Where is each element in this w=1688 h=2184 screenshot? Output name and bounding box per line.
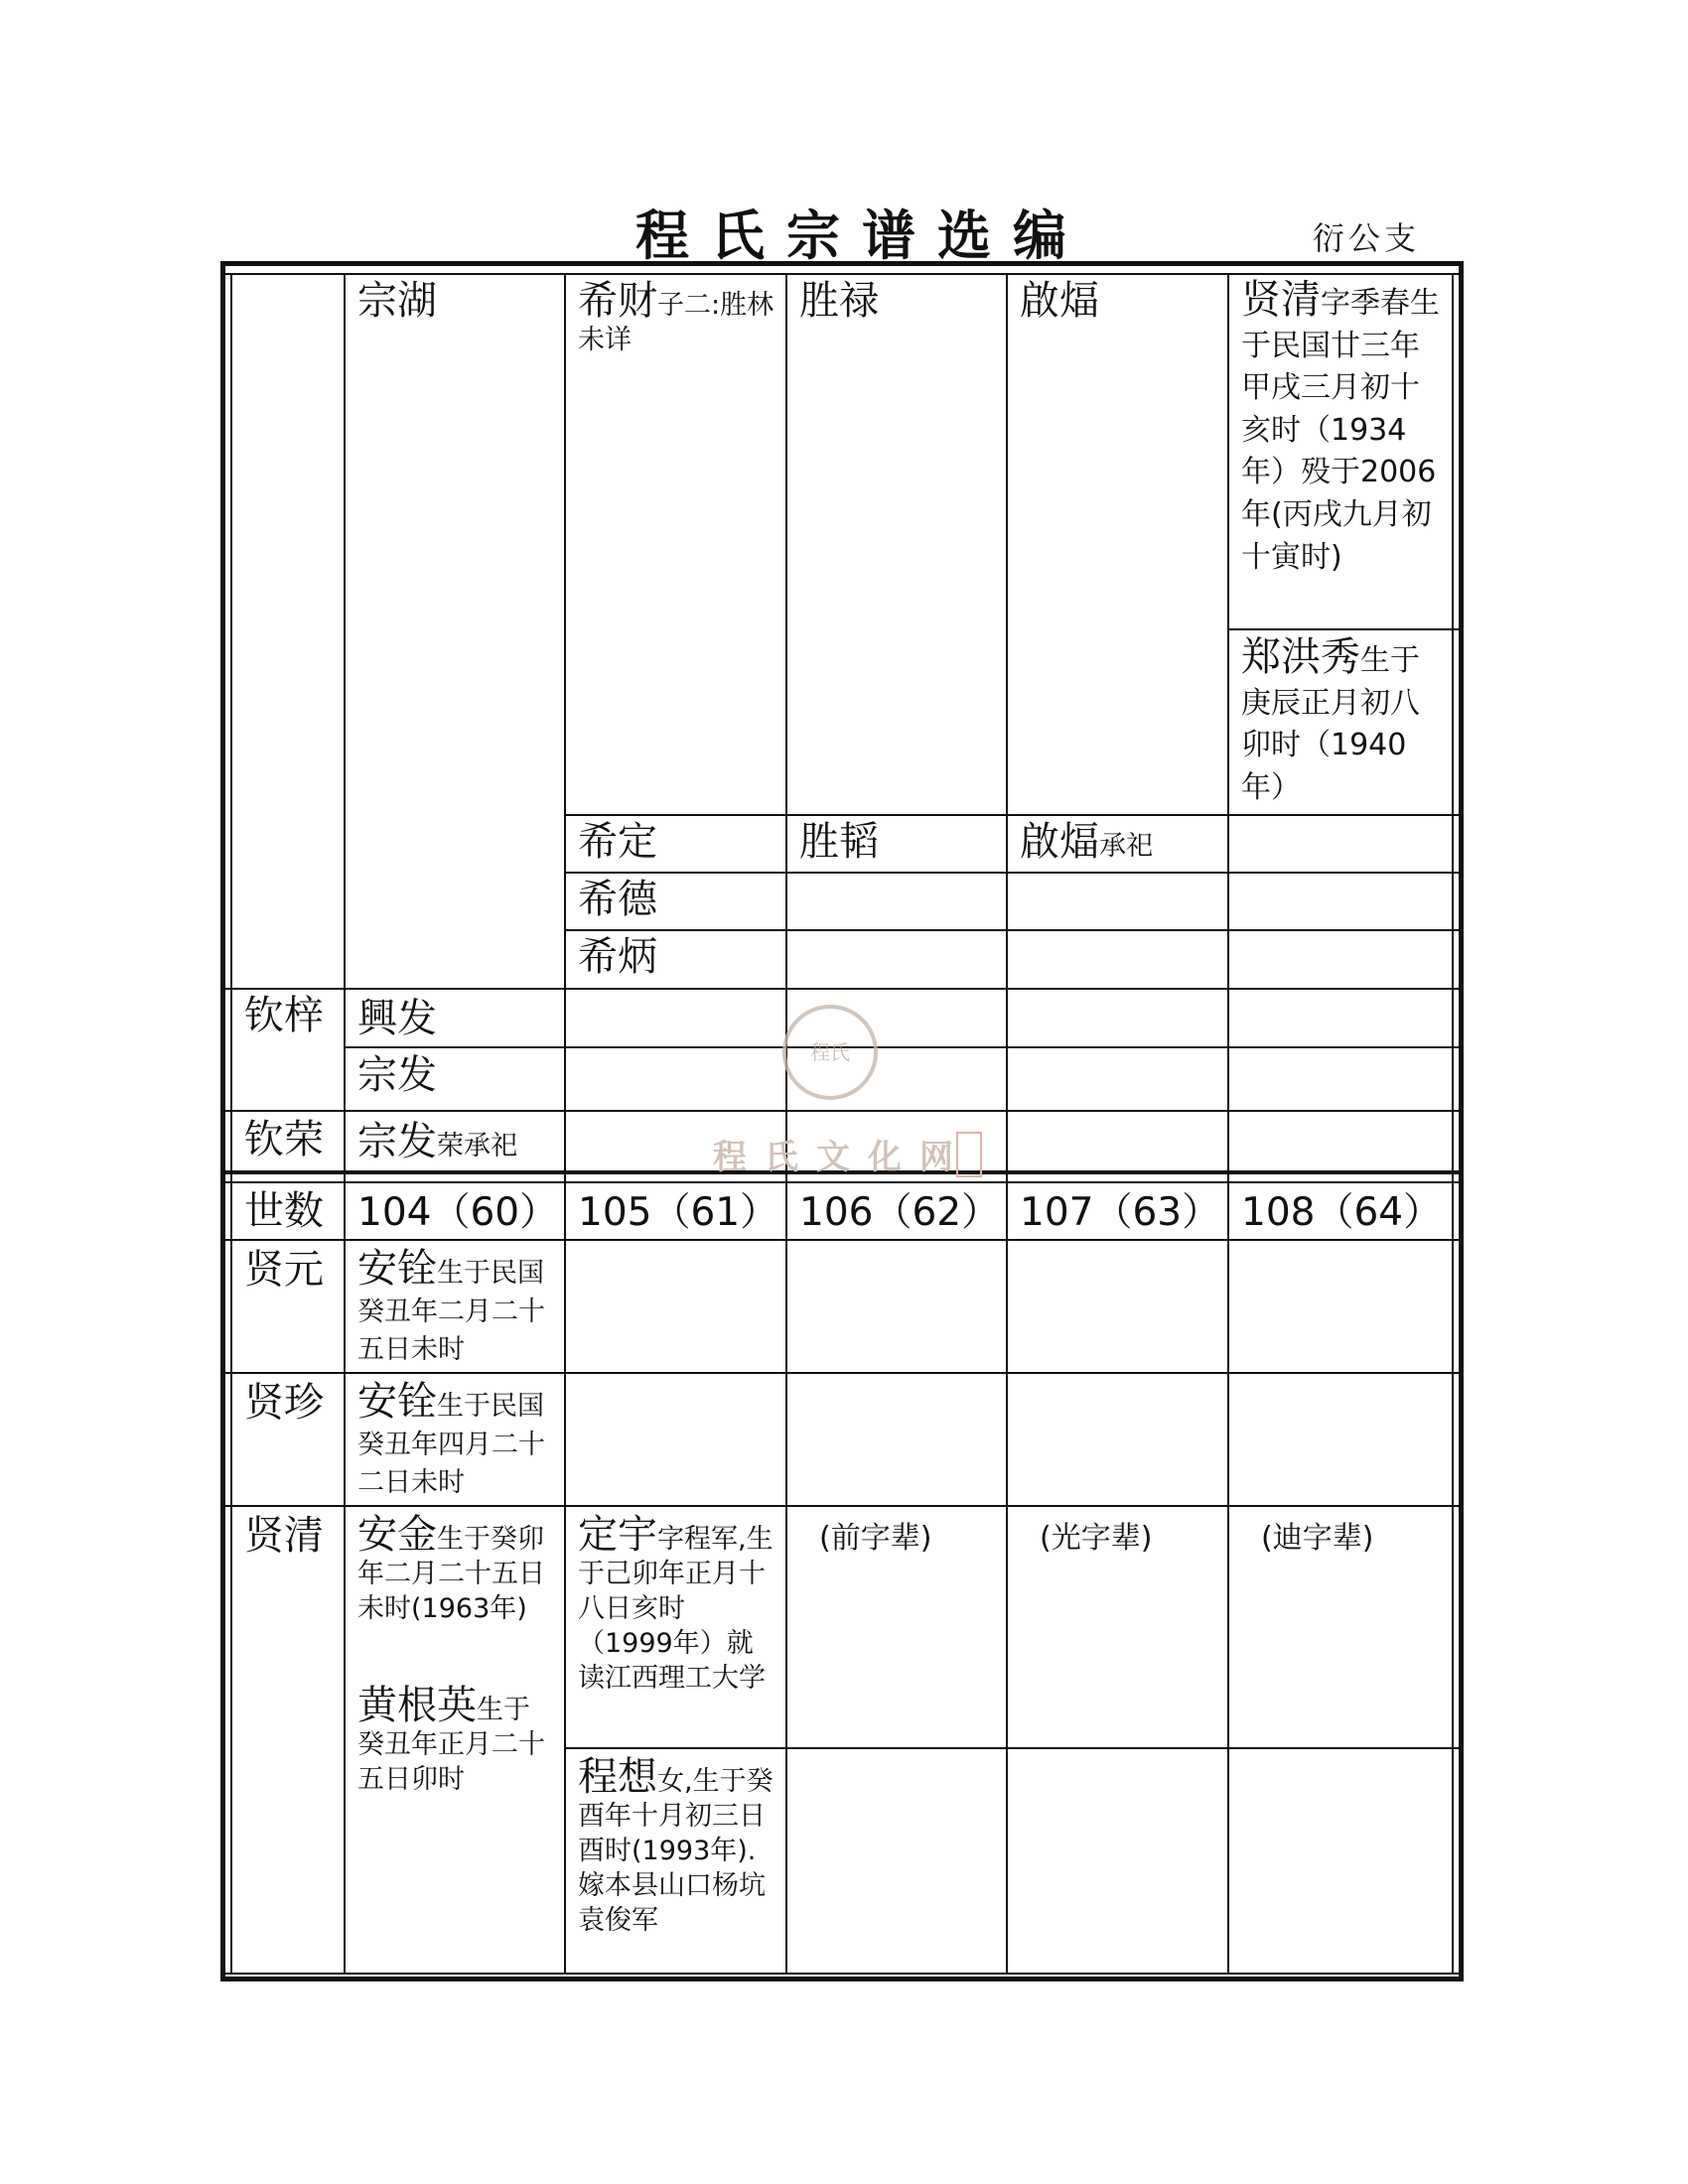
header-gen-107: 107（63）	[1020, 1190, 1221, 1235]
grid-line	[1006, 273, 1008, 1975]
person-note: 荣承祀	[437, 1131, 517, 1161]
name-shenglu: 胜禄	[799, 278, 879, 324]
header-generation: 世数	[244, 1188, 324, 1234]
person-name: 定宇	[578, 1512, 657, 1558]
name-xiding: 希定	[578, 819, 657, 865]
name-zongfa: 宗发	[357, 1052, 437, 1098]
entry-anjin	[346, 1513, 562, 1626]
person-note: 生于民国癸丑年四月二十二日未时	[357, 1391, 545, 1499]
person-name: 安铨	[357, 1246, 437, 1292]
name-xibing: 希炳	[578, 934, 657, 980]
grid-line	[224, 1110, 1460, 1112]
person-name: 贤清	[1241, 277, 1321, 323]
grid-line	[564, 929, 1460, 931]
person-note: 子二:胜林未详	[578, 290, 774, 356]
entry-xianqing	[1229, 278, 1452, 579]
gen-label-di: (迪字辈)	[1261, 1521, 1374, 1556]
person-name: 程想	[578, 1754, 657, 1800]
grid-line	[564, 872, 1460, 874]
seal-logo	[782, 1005, 878, 1100]
grid-line	[224, 1181, 1460, 1183]
grid-line	[564, 1747, 1460, 1749]
name-xingfa: 興发	[357, 996, 437, 1041]
gen-label-qian: (前字辈)	[819, 1521, 932, 1556]
person-note: 字程军,生于己卯年正月十八日亥时（1999年）就读江西理工大学	[578, 1524, 774, 1695]
gen-label-guang: (光字辈)	[1040, 1521, 1153, 1556]
person-name: 郑洪秀	[1241, 634, 1360, 680]
person-note: 字季春生于民国廿三年甲戌三月初十亥时（1934年）殁于2006年(丙戌九月初十寅时)	[1241, 286, 1440, 575]
grid-line	[564, 273, 566, 1975]
person-note: 承祀	[1099, 831, 1153, 862]
header-gen-106: 106（62）	[799, 1190, 1001, 1235]
person-name: 黄根英	[357, 1683, 477, 1728]
name-xianqing-lower: 贤清	[244, 1513, 324, 1559]
person-note: 生于民国癸丑年二月二十五日未时	[357, 1258, 545, 1366]
grid-line	[224, 1973, 1460, 1975]
grid-line	[1452, 273, 1454, 1975]
name-qinrong: 钦荣	[244, 1117, 324, 1162]
header-gen-104: 104（60）	[357, 1190, 559, 1235]
person-note: 生于癸卯年二月二十五日未时(1963年)	[357, 1524, 545, 1625]
page-title: 程氏宗谱选编	[635, 204, 1088, 267]
header-gen-108: 108（64）	[1241, 1190, 1443, 1235]
entry-qifu-succession	[1008, 819, 1224, 866]
grid-line	[224, 1505, 1460, 1507]
grid-line	[224, 988, 1460, 990]
grid-line	[564, 814, 1460, 816]
entry-anquan-1	[346, 1247, 562, 1368]
entry-chengxiang	[566, 1755, 784, 1938]
entry-xicai	[566, 278, 784, 356]
person-name: 安金	[357, 1512, 437, 1558]
entry-dingyu	[566, 1513, 784, 1696]
grid-line	[224, 1239, 1460, 1241]
person-note: 生于癸丑年正月二十五日卯时	[357, 1695, 545, 1796]
watermark-site-name: 程氏文化网	[713, 1138, 971, 1177]
name-shengtao: 胜韬	[799, 819, 879, 865]
watermark-stamp	[956, 1132, 982, 1177]
name-qinzi: 钦梓	[244, 993, 324, 1038]
grid-line	[785, 273, 787, 1975]
entry-zheng-hongxiu	[1229, 635, 1452, 809]
entry-anquan-2	[346, 1380, 562, 1501]
person-name: 安铨	[357, 1379, 437, 1425]
grid-line	[344, 1046, 1460, 1048]
entry-zongfa-succession	[346, 1119, 562, 1165]
name-qifu: 啟煏	[1020, 278, 1099, 324]
person-name: 啟煏	[1020, 819, 1099, 865]
name-xianzhen: 贤珍	[244, 1380, 324, 1426]
branch-label: 衍公支	[1313, 219, 1421, 257]
grid-line	[224, 273, 1460, 275]
person-name: 希财	[578, 278, 657, 324]
seal-text: 程氏	[810, 1040, 850, 1064]
person-note: 生于庚辰正月初八卯时（1940年）	[1241, 643, 1420, 805]
header-gen-105: 105（61）	[578, 1190, 779, 1235]
grid-line	[1227, 628, 1460, 630]
entry-huang-genying	[346, 1684, 562, 1797]
person-name: 宗发	[357, 1119, 437, 1164]
name-zonghu: 宗湖	[357, 278, 437, 324]
name-xide: 希德	[578, 877, 657, 922]
person-note: 女,生于癸酉年十月初三日酉时(1993年).嫁本县山口杨坑袁俊军	[578, 1766, 774, 1937]
grid-line	[224, 1372, 1460, 1374]
name-xianyuan: 贤元	[244, 1247, 324, 1293]
